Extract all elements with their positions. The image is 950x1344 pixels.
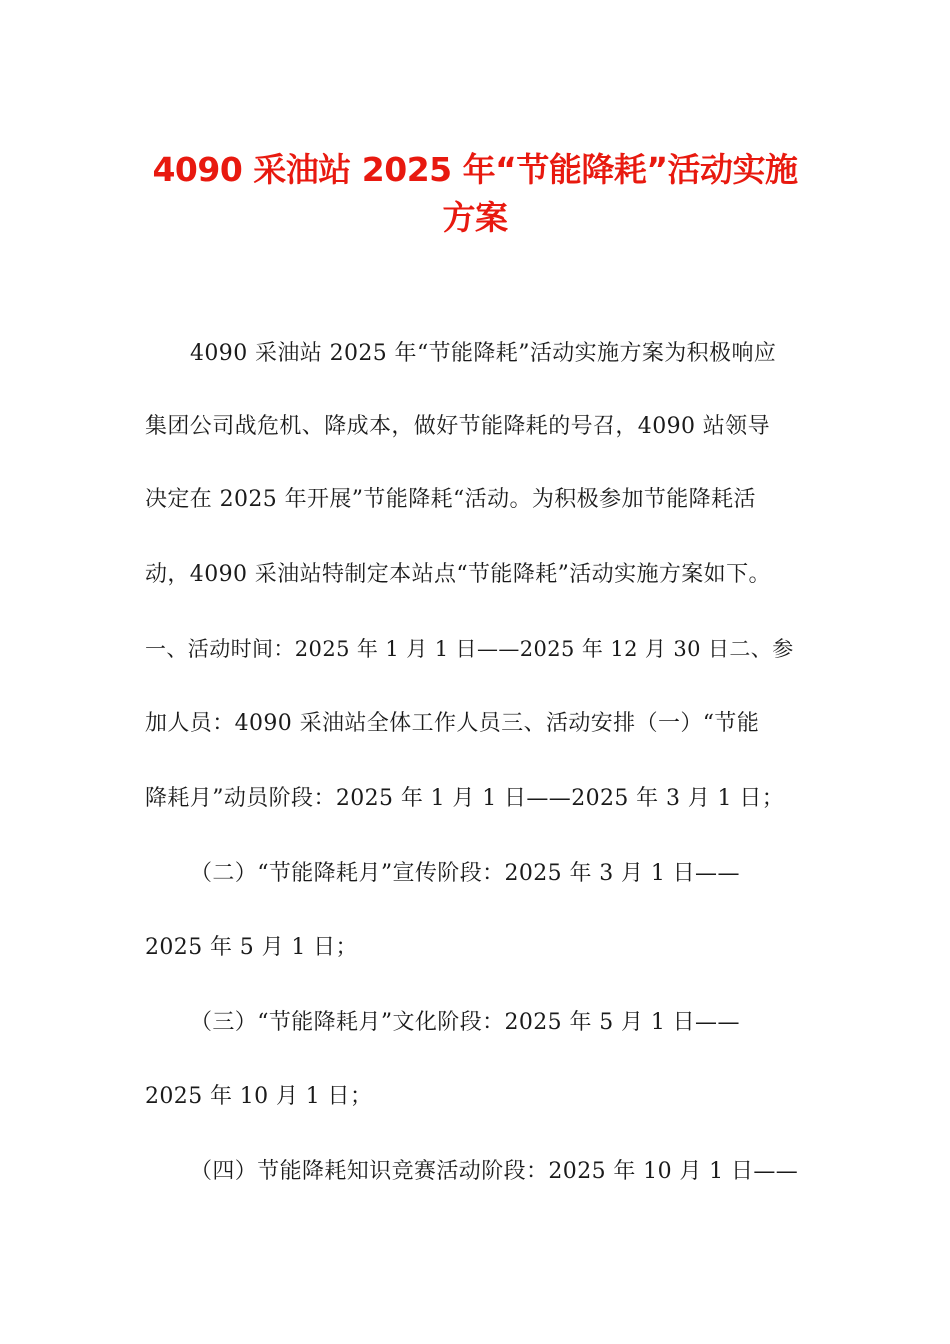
paragraph-line: 2025 年 10 月 1 日； — [145, 1084, 373, 1109]
paragraph-line: 加人员：4090 采油站全体工作人员三、活动安排（一）“节能 — [145, 711, 760, 736]
paragraph-line: 动，4090 采油站特制定本站点“节能降耗”活动实施方案如下。 — [145, 562, 771, 587]
paragraph-line: （二）“节能降耗月”宣传阶段：2025 年 3 月 1 日—— — [190, 861, 740, 886]
paragraph-line: 4090 采油站 2025 年“节能降耗”活动实施方案为积极响应 — [190, 341, 777, 366]
paragraph-line: （四）节能降耗知识竞赛活动阶段：2025 年 10 月 1 日—— — [190, 1159, 799, 1184]
paragraph-line: 降耗月”动员阶段：2025 年 1 月 1 日——2025 年 3 月 1 日； — [145, 786, 785, 811]
document-title-line-2: 方案 — [442, 198, 508, 237]
paragraph-line: 决定在 2025 年开展”节能降耗“活动。为积极参加节能降耗活 — [145, 487, 756, 512]
paragraph-line: 一、活动时间：2025 年 1 月 1 日——2025 年 12 月 30 日二、参 — [145, 637, 794, 661]
paragraph-line: （三）“节能降耗月”文化阶段：2025 年 5 月 1 日—— — [190, 1010, 740, 1035]
document-title-line-1: 4090 采油站 2025 年“节能降耗”活动实施 — [152, 150, 798, 189]
paragraph-line: 集团公司战危机、降成本，做好节能降耗的号召，4090 站领导 — [145, 414, 770, 439]
paragraph-line: 2025 年 5 月 1 日； — [145, 935, 358, 960]
